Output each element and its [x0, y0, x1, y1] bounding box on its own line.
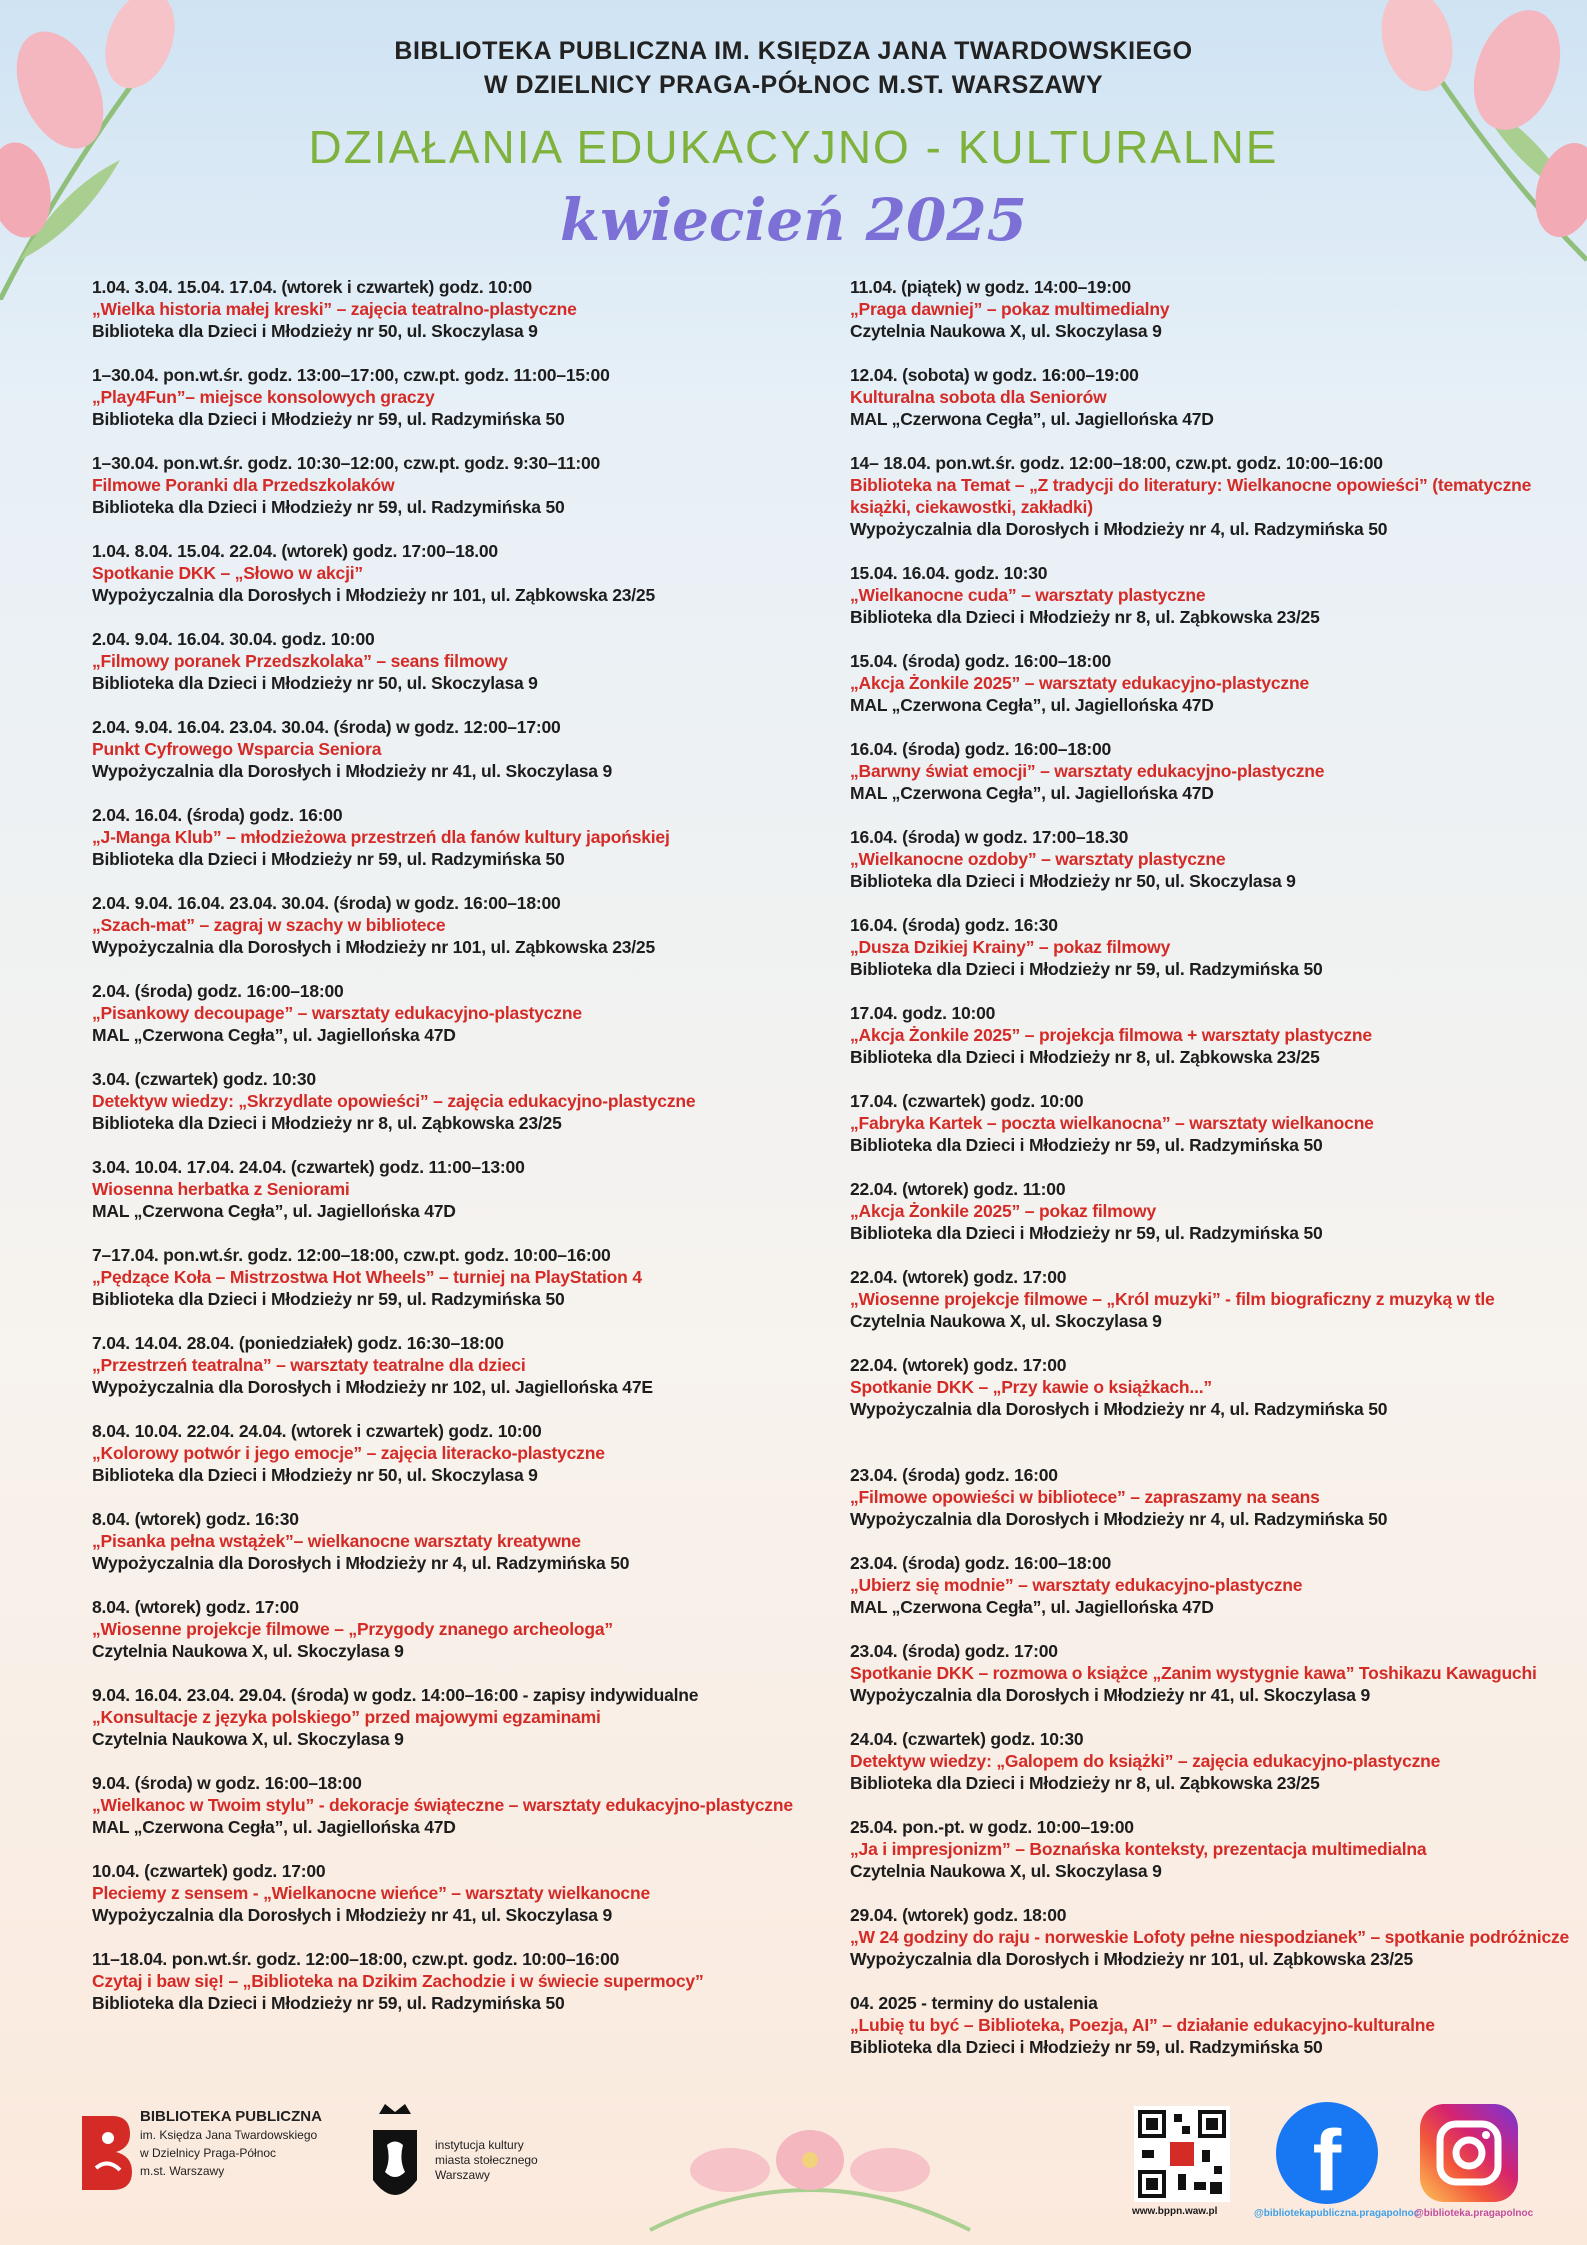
event-title: „Wielkanocne ozdoby” – warsztaty plastyczne [850, 849, 1226, 869]
event-title: „Akcja Żonkile 2025” – pokaz filmowy [850, 1201, 1156, 1221]
event-item [850, 826, 1570, 892]
event-item [850, 1464, 1570, 1530]
event-item [92, 1420, 812, 1486]
event-place: Wypożyczalnia dla Dorosłych i Młodzieży nr 4, ul. Radzymińska 50 [850, 1509, 1388, 1529]
event-item [92, 1508, 812, 1574]
event-title: „Akcja Żonkile 2025” – warsztaty edukacyjno-plastyczne [850, 673, 1309, 693]
event-item [850, 914, 1570, 980]
event-title: „Wiosenne projekcje filmowe – „Przygody znanego archeologa” [92, 1619, 613, 1639]
event-title: Detektyw wiedzy: „Galopem do książki” – zajęcia edukacyjno-plastyczne [850, 1751, 1441, 1771]
event-place: Biblioteka dla Dzieci i Młodzieży nr 59, ul. Radzymińska 50 [850, 959, 1323, 979]
event-item [850, 562, 1570, 628]
event-date: 16.04. (środa) godz. 16:00–18:00 [850, 739, 1112, 759]
event-title: „Wielkanoc w Twoim stylu” - dekoracje świąteczne – warsztaty edukacyjno-plastyczne [92, 1795, 793, 1815]
event-item [850, 1552, 1570, 1618]
event-place: Czytelnia Naukowa X, ul. Skoczylasa 9 [850, 1311, 1162, 1331]
event-date: 2.04. 9.04. 16.04. 30.04. godz. 10:00 [92, 629, 375, 649]
event-date: 29.04. (wtorek) godz. 18:00 [850, 1905, 1067, 1925]
events-column-right [850, 276, 1570, 2080]
event-item [92, 628, 812, 694]
institution-line-3: Warszawy [435, 2167, 490, 2182]
event-place: Czytelnia Naukowa X, ul. Skoczylasa 9 [92, 1729, 404, 1749]
event-item [850, 1090, 1570, 1156]
event-date: 9.04. 16.04. 23.04. 29.04. (środa) w godz. 14:00–16:00 - zapisy indywidualne [92, 1685, 699, 1705]
event-place: MAL „Czerwona Cegła”, ul. Jagiellońska 47D [92, 1201, 456, 1221]
event-date: 7.04. 14.04. 28.04. (poniedziałek) godz. 16:30–18:00 [92, 1333, 504, 1353]
library-line-1: im. Księdza Jana Twardowskiego [140, 2128, 318, 2142]
event-item [92, 1860, 812, 1926]
event-item [850, 364, 1570, 430]
event-title: Filmowe Poranki dla Przedszkolaków [92, 475, 395, 495]
facebook-handle[interactable]: @bibliotekapubliczna.pragapolnoc [1254, 2208, 1420, 2219]
event-place: Czytelnia Naukowa X, ul. Skoczylasa 9 [850, 321, 1162, 341]
event-place: MAL „Czerwona Cegła”, ul. Jagiellońska 47D [92, 1025, 456, 1045]
event-place: Biblioteka dla Dzieci i Młodzieży nr 8, ul. Ząbkowska 23/25 [850, 607, 1320, 627]
event-date: 22.04. (wtorek) godz. 17:00 [850, 1267, 1067, 1287]
event-title: Czytaj i baw się! – „Biblioteka na Dzikim Zachodzie i w świecie supermocy” [92, 1971, 704, 1991]
events-column-left [92, 276, 812, 2036]
event-title: „Wielka historia małej kreski” – zajęcia teatralno-plastyczne [92, 299, 577, 319]
event-item [92, 1596, 812, 1662]
event-date: 11.04. (piątek) w godz. 14:00–19:00 [850, 277, 1131, 297]
event-place: Biblioteka dla Dzieci i Młodzieży nr 50, ul. Skoczylasa 9 [92, 321, 538, 341]
event-date: 1–30.04. pon.wt.śr. godz. 13:00–17:00, czw.pt. godz. 11:00–15:00 [92, 365, 610, 385]
institution-line-2: miasta stołecznego [435, 2152, 538, 2167]
event-item [92, 452, 812, 518]
event-title: „Akcja Żonkile 2025” – projekcja filmowa + warsztaty plastyczne [850, 1025, 1372, 1045]
event-title: „Lubię tu być – Biblioteka, Poezja, AI” – działanie edukacyjno-kulturalne [850, 2015, 1435, 2035]
event-title: „Pisanka pełna wstążek”– wielkanocne warsztaty kreatywne [92, 1531, 581, 1551]
event-title: „W 24 godziny do raju - norweskie Lofoty pełne niespodzianek” – spotkanie podróżnicze [850, 1927, 1570, 1947]
event-date: 14– 18.04. pon.wt.śr. godz. 12:00–18:00, czw.pt. godz. 10:00–16:00 [850, 453, 1383, 473]
event-item [92, 716, 812, 782]
event-item [92, 980, 812, 1046]
event-place: Wypożyczalnia dla Dorosłych i Młodzieży nr 4, ul. Radzymińska 50 [850, 519, 1388, 539]
event-date: 2.04. 9.04. 16.04. 23.04. 30.04. (środa) w godz. 16:00–18:00 [92, 893, 561, 913]
event-date: 22.04. (wtorek) godz. 17:00 [850, 1355, 1067, 1375]
event-place: Biblioteka dla Dzieci i Młodzieży nr 8, ul. Ząbkowska 23/25 [850, 1773, 1320, 1793]
event-date: 8.04. 10.04. 22.04. 24.04. (wtorek i czwartek) godz. 10:00 [92, 1421, 542, 1441]
event-place: Biblioteka dla Dzieci i Młodzieży nr 50, ul. Skoczylasa 9 [92, 1465, 538, 1485]
event-item [92, 1068, 812, 1134]
event-date: 2.04. 16.04. (środa) godz. 16:00 [92, 805, 343, 825]
event-place: Wypożyczalnia dla Dorosłych i Młodzieży nr 101, ul. Ząbkowska 23/25 [850, 1949, 1413, 1969]
event-title: „Filmowy poranek Przedszkolaka” – seans filmowy [92, 651, 508, 671]
event-date: 16.04. (środa) w godz. 17:00–18.30 [850, 827, 1129, 847]
event-item [850, 1354, 1570, 1420]
event-place: Wypożyczalnia dla Dorosłych i Młodzieży nr 41, ul. Skoczylasa 9 [850, 1685, 1371, 1705]
event-place: Biblioteka dla Dzieci i Młodzieży nr 50, ul. Skoczylasa 9 [850, 871, 1296, 891]
event-date: 24.04. (czwartek) godz. 10:30 [850, 1729, 1084, 1749]
event-title: „Kolorowy potwór i jego emocje” – zajęcia literacko-plastyczne [92, 1443, 605, 1463]
event-item [92, 1684, 812, 1750]
library-line-2: w Dzielnicy Praga-Północ [140, 2146, 277, 2160]
event-title: Pleciemy z sensem - „Wielkanocne wieńce” – warsztaty wielkanocne [92, 1883, 650, 1903]
event-place: Biblioteka dla Dzieci i Młodzieży nr 59, ul. Radzymińska 50 [92, 1289, 565, 1309]
event-date: 9.04. (środa) w godz. 16:00–18:00 [92, 1773, 362, 1793]
library-logo [78, 2108, 322, 2198]
event-title: „Przestrzeń teatralna” – warsztaty teatralne dla dzieci [92, 1355, 526, 1375]
event-title: „Praga dawniej” – pokaz multimedialny [850, 299, 1170, 319]
event-item [850, 1728, 1570, 1794]
event-date: 11–18.04. pon.wt.śr. godz. 12:00–18:00, czw.pt. godz. 10:00–16:00 [92, 1949, 620, 1969]
event-title: „Ja i impresjonizm” – Boznańska konteksty, prezentacja multimedialna [850, 1839, 1427, 1859]
event-place: Czytelnia Naukowa X, ul. Skoczylasa 9 [92, 1641, 404, 1661]
event-item [850, 738, 1570, 804]
event-title: „Szach-mat” – zagraj w szachy w bibliotece [92, 915, 446, 935]
event-item [850, 1992, 1570, 2058]
event-date: 3.04. (czwartek) godz. 10:30 [92, 1069, 316, 1089]
page-title: DZIAŁANIA EDUKACYJNO - KULTURALNE [308, 121, 1279, 173]
event-item [92, 540, 812, 606]
event-place: Wypożyczalnia dla Dorosłych i Młodzieży nr 41, ul. Skoczylasa 9 [92, 1905, 613, 1925]
event-place: Biblioteka dla Dzieci i Młodzieży nr 8, ul. Ząbkowska 23/25 [92, 1113, 562, 1133]
event-item [850, 276, 1570, 342]
event-item [850, 452, 1570, 540]
warsaw-mermaid-icon [365, 2100, 425, 2220]
event-place: Biblioteka dla Dzieci i Młodzieży nr 59, ul. Radzymińska 50 [92, 1993, 565, 2013]
instagram-handle[interactable]: @biblioteka.pragapolnoc [1414, 2208, 1534, 2219]
event-title: Kulturalna sobota dla Seniorów [850, 387, 1107, 407]
event-place: Wypożyczalnia dla Dorosłych i Młodzieży nr 4, ul. Radzymińska 50 [850, 1399, 1388, 1419]
event-title: „J-Manga Klub” – młodzieżowa przestrzeń dla fanów kultury japońskiej [92, 827, 670, 847]
event-title: „Wielkanocne cuda” – warsztaty plastyczne [850, 585, 1206, 605]
event-title: Spotkanie DKK – „Słowo w akcji” [92, 563, 363, 583]
event-item [92, 1772, 812, 1838]
event-item [850, 650, 1570, 716]
website-link[interactable]: www.bppn.waw.pl [1132, 2206, 1218, 2217]
event-title: „Fabryka Kartek – poczta wielkanocna” – warsztaty wielkanocne [850, 1113, 1374, 1133]
event-date: 1.04. 8.04. 15.04. 22.04. (wtorek) godz. 17:00–18.00 [92, 541, 498, 561]
event-date: 23.04. (środa) godz. 16:00–18:00 [850, 1553, 1112, 1573]
event-place: MAL „Czerwona Cegła”, ul. Jagiellońska 47D [850, 1597, 1214, 1617]
event-place: Biblioteka dla Dzieci i Młodzieży nr 59, ul. Radzymińska 50 [850, 1223, 1323, 1243]
warsaw-logo [365, 2100, 538, 2220]
event-item [92, 1244, 812, 1310]
event-date: 7–17.04. pon.wt.śr. godz. 12:00–18:00, czw.pt. godz. 10:00–16:00 [92, 1245, 611, 1265]
event-date: 25.04. pon.-pt. w godz. 10:00–19:00 [850, 1817, 1134, 1837]
event-place: Wypożyczalnia dla Dorosłych i Młodzieży nr 101, ul. Ząbkowska 23/25 [92, 585, 655, 605]
event-place: Wypożyczalnia dla Dorosłych i Młodzieży nr 4, ul. Radzymińska 50 [92, 1553, 630, 1573]
facebook-icon[interactable]: f [1276, 2102, 1378, 2204]
qr-code-icon[interactable] [1134, 2106, 1230, 2202]
event-item [850, 1816, 1570, 1882]
event-place: Czytelnia Naukowa X, ul. Skoczylasa 9 [850, 1861, 1162, 1881]
event-date: 12.04. (sobota) w godz. 16:00–19:00 [850, 365, 1139, 385]
library-header [0, 34, 1587, 102]
event-place: Wypożyczalnia dla Dorosłych i Młodzieży nr 102, ul. Jagiellońska 47E [92, 1377, 653, 1397]
event-title: Wiosenna herbatka z Seniorami [92, 1179, 350, 1199]
event-date: 17.04. (czwartek) godz. 10:00 [850, 1091, 1084, 1111]
instagram-icon[interactable] [1420, 2104, 1518, 2202]
event-date: 1–30.04. pon.wt.śr. godz. 10:30–12:00, czw.pt. godz. 9:30–11:00 [92, 453, 601, 473]
event-place: Biblioteka dla Dzieci i Młodzieży nr 8, ul. Ząbkowska 23/25 [850, 1047, 1320, 1067]
event-item [850, 1640, 1570, 1706]
event-place: MAL „Czerwona Cegła”, ul. Jagiellońska 47D [850, 783, 1214, 803]
event-place: MAL „Czerwona Cegła”, ul. Jagiellońska 47D [850, 409, 1214, 429]
event-title: Detektyw wiedzy: „Skrzydlate opowieści” – zajęcia edukacyjno-plastyczne [92, 1091, 696, 1111]
event-date: 2.04. (środa) godz. 16:00–18:00 [92, 981, 344, 1001]
event-place: Biblioteka dla Dzieci i Młodzieży nr 59, ul. Radzymińska 50 [92, 849, 565, 869]
library-line-3: m.st. Warszawy [140, 2164, 225, 2178]
event-item [850, 1904, 1570, 1970]
event-place: Biblioteka dla Dzieci i Młodzieży nr 59, ul. Radzymińska 50 [92, 497, 565, 517]
event-title: „Pisankowy decoupage” – warsztaty edukacyjno-plastyczne [92, 1003, 582, 1023]
event-place: MAL „Czerwona Cegła”, ul. Jagiellońska 47D [850, 695, 1214, 715]
event-title: „Barwny świat emocji” – warsztaty edukacyjno-plastyczne [850, 761, 1325, 781]
event-date: 22.04. (wtorek) godz. 11:00 [850, 1179, 1066, 1199]
event-title: Spotkanie DKK – „Przy kawie o książkach...” [850, 1377, 1212, 1397]
event-date: 16.04. (środa) godz. 16:30 [850, 915, 1058, 935]
header-line-2: W DZIELNICY PRAGA-PÓŁNOC M.ST. WARSZAWY [483, 71, 1104, 99]
event-title: „Filmowe opowieści w bibliotece” – zapraszamy na seans [850, 1487, 1320, 1507]
event-date: 8.04. (wtorek) godz. 17:00 [92, 1597, 299, 1617]
event-date: 23.04. (środa) godz. 17:00 [850, 1641, 1058, 1661]
event-title: „Ubierz się modnie” – warsztaty edukacyjno-plastyczne [850, 1575, 1303, 1595]
event-item [92, 1156, 812, 1222]
event-date: 10.04. (czwartek) godz. 17:00 [92, 1861, 326, 1881]
event-date: 15.04. (środa) godz. 16:00–18:00 [850, 651, 1112, 671]
event-date: 8.04. (wtorek) godz. 16:30 [92, 1509, 299, 1529]
event-title: „Wiosenne projekcje filmowe – „Król muzyki” - film biograficzny z muzyką w tle [850, 1289, 1495, 1309]
institution-line-1: instytucja kultury [435, 2137, 524, 2152]
event-date: 15.04. 16.04. godz. 10:30 [850, 563, 1048, 583]
event-item [92, 1948, 812, 2014]
event-place: Biblioteka dla Dzieci i Młodzieży nr 59, ul. Radzymińska 50 [850, 2037, 1323, 2057]
event-place: Wypożyczalnia dla Dorosłych i Młodzieży nr 101, ul. Ząbkowska 23/25 [92, 937, 655, 957]
header-line-1: BIBLIOTEKA PUBLICZNA IM. KSIĘDZA JANA TWARDOWSKIEGO [394, 37, 1193, 65]
event-title: „Pędzące Koła – Mistrzostwa Hot Wheels” – turniej na PlayStation 4 [92, 1267, 642, 1287]
event-place: Wypożyczalnia dla Dorosłych i Młodzieży nr 41, ul. Skoczylasa 9 [92, 761, 613, 781]
event-date: 1.04. 3.04. 15.04. 17.04. (wtorek i czwartek) godz. 10:00 [92, 277, 532, 297]
event-title: Punkt Cyfrowego Wsparcia Seniora [92, 739, 382, 759]
library-logo-icon [78, 2108, 134, 2198]
event-place: Biblioteka dla Dzieci i Młodzieży nr 59, ul. Radzymińska 50 [92, 409, 565, 429]
event-item [92, 1332, 812, 1398]
event-item [92, 276, 812, 342]
event-title: „Konsultacje z języka polskiego” przed majowymi egzaminami [92, 1707, 601, 1727]
event-place: MAL „Czerwona Cegła”, ul. Jagiellońska 47D [92, 1817, 456, 1837]
event-date: 23.04. (środa) godz. 16:00 [850, 1465, 1058, 1485]
event-item [92, 892, 812, 958]
event-title: „Play4Fun”– miejsce konsolowych graczy [92, 387, 435, 407]
event-date: 04. 2025 - terminy do ustalenia [850, 1993, 1098, 2013]
footer [0, 2100, 1587, 2245]
event-date: 2.04. 9.04. 16.04. 23.04. 30.04. (środa) w godz. 12:00–17:00 [92, 717, 561, 737]
event-item [850, 1002, 1570, 1068]
event-item [850, 1266, 1570, 1332]
library-name: BIBLIOTEKA PUBLICZNA [140, 2108, 322, 2125]
event-item [850, 1178, 1570, 1244]
event-item [92, 804, 812, 870]
event-item [92, 364, 812, 430]
event-date: 3.04. 10.04. 17.04. 24.04. (czwartek) godz. 11:00–13:00 [92, 1157, 525, 1177]
event-date: 17.04. godz. 10:00 [850, 1003, 996, 1023]
event-place: Biblioteka dla Dzieci i Młodzieży nr 59, ul. Radzymińska 50 [850, 1135, 1323, 1155]
event-title: „Dusza Dzikiej Krainy” – pokaz filmowy [850, 937, 1171, 957]
event-title: Biblioteka na Temat – „Z tradycji do literatury: Wielkanocne opowieści” (tematyczne książki, ciekawostki, zakładki) [850, 475, 1532, 517]
event-place: Biblioteka dla Dzieci i Młodzieży nr 50, ul. Skoczylasa 9 [92, 673, 538, 693]
event-title: Spotkanie DKK – rozmowa o książce „Zanim wystygnie kawa” Toshikazu Kawaguchi [850, 1663, 1537, 1683]
month-title: kwiecień 2025 [559, 186, 1028, 254]
